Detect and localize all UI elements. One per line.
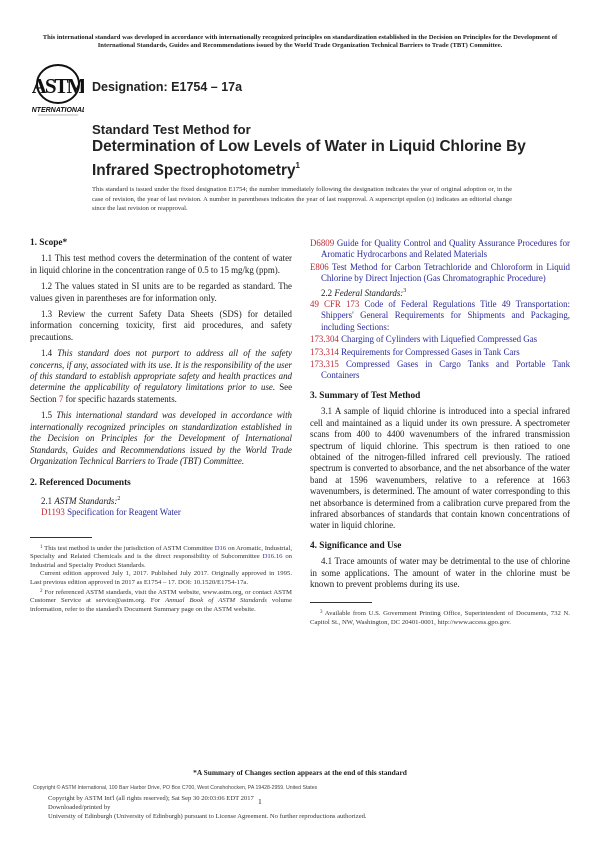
ref-code[interactable]: 173.314 [310, 346, 339, 357]
para-1-2: 1.2 The values stated in SI units are to be regarded as standard. The values given in parentheses are for information only. [30, 281, 292, 303]
section-1-heading: 1. Scope* [30, 238, 68, 248]
summary-of-changes-note: *A Summary of Changes section appears at the end of this standard [193, 768, 407, 777]
ref-code[interactable]: D6809 [310, 238, 335, 248]
ref-e806[interactable] [310, 262, 570, 285]
footnote-divider [310, 602, 372, 603]
committee-d16-link[interactable]: D16 [214, 544, 227, 552]
ref-title[interactable]: Guide for Quality Control and Quality Assurance Procedures for Aromatic Hydrocarbons and Related Materials [321, 238, 571, 260]
para-1-4: 1.4 This standard does not purport to address all of the safety concerns, if any, associated with its use. It is the responsibility of the user of this standard to establish appropriate safety and health practices and determine the applicability of regulatory limitations prior to use. See Section 7 for specific hazards statements. [30, 348, 293, 404]
ref-code[interactable]: D1193 [41, 507, 65, 518]
download-info: Copyright by ASTM Int'l (all rights reserved); Sat Sep 30 20:03:06 EDT 2017 Downloaded/printed by University of Edinburgh (University of Edinburgh) pursuant to License Agreement. No further reproductions authorized. [48, 795, 367, 820]
section-4-heading: 4. Significance and Use [310, 540, 402, 551]
footnote-2-mark[interactable]: 2 [117, 495, 121, 502]
ref-code[interactable]: 173.304 [310, 334, 339, 345]
footnote-3-mark[interactable]: 3 [403, 287, 407, 294]
document-title [92, 122, 532, 180]
para-2-2: 2.2 Federal Standards:$^3$ [321, 287, 407, 298]
ref-173-315[interactable] [310, 359, 570, 382]
issue-note: This standard is issued under the fixed designation E1754; the number immediately following the designation indicates the year of original adoption or, in the case of revision, the year of last revision. A number in parentheses indicates the year of last reapproval. A superscript epsilon (ε) indicates an editorial change since the last revision or reapproval. [92, 186, 512, 213]
right-column [310, 238, 570, 628]
subcommittee-d16-16-link[interactable]: D16.16 [262, 553, 283, 561]
para-1-3: 1.3 Review the current Safety Data Sheets (SDS) for detailed information concerning toxicity, first aid procedures, and safety precautions. [30, 309, 292, 342]
ref-code[interactable]: 49 CFR 173 [310, 299, 360, 310]
ref-code[interactable]: 173.315 [310, 359, 339, 370]
ref-title[interactable]: Charging of Cylinders with Liquefied Compressed Gas [341, 334, 538, 345]
footnote-divider [30, 537, 92, 538]
ref-title[interactable]: Code of Federal Regulations Title 49 Transportation: Shippers' General Requirements for Shipments and Packaging, including Sections: [321, 299, 570, 332]
footnote-1-edition: Current edition approved July 1, 2017. Published July 2017. Originally approved in 1995. Last previous edition approved in 2017 as E1754 – 17. DOI: 10.1520/E1754-17a. [30, 570, 292, 586]
para-3-1: 3.1 A sample of liquid chlorine is introduced into a special infrared cell and maintained as a liquid under its own pressure. A spectrometer scans from 400 to 4400 wavenumbers of the infrared transmission spectrum of liquid chlorine. This spectrum is then ratioed to one obtained of the nitrogen-filled infrared cell previously. The ratioed spectrum is converted to absorbance, and the net absorbance of the water band at 1596 wavenumbers, relative to a reference at 1663 wavenumbers, is determined. The amount of water corresponding to this net absorbance is determined from a calibration curve prepared from the infrared absorbances of standards that contain known concentrations of water in liquid chlorine. [310, 406, 570, 531]
ref-173-304[interactable] [310, 334, 570, 345]
svg-text:INTERNATIONAL: INTERNATIONAL [32, 107, 84, 114]
tbt-notice: This international standard was developed in accordance with internationally recognized principles on standardization established in the Decision on Principles for the Development of International Standards, Guides and Recommendations issued by the World Trade Organization Technical Barriers to Trade (TBT) Committee. [42, 34, 558, 50]
footnote-1: $^1$ This test method is under the jurisdiction of ASTM Committee D16 on Aromatic, Industrial, Specialty and Related Chemicals and is the direct responsibility of Subcommittee D16.16 on Industrial and Specialty Product Standards. [30, 544, 293, 569]
svg-text:ASTM: ASTM [32, 74, 84, 98]
para-4-1: 4.1 Trace amounts of water may be detrimental to the use of chlorine in some applications. The amount of water in the chlorine must be known to prevent problems during its use. [310, 556, 570, 589]
ref-49cfr173[interactable] [310, 299, 570, 333]
ref-title[interactable]: Test Method for Carbon Tetrachloride and Chloroform in Liquid Chlorine by Direct Injection (Gas Chromatographic Procedure) [321, 261, 570, 284]
title-footnote-mark[interactable]: 1 [295, 160, 300, 170]
ref-title[interactable]: Specification for Reagent Water [67, 507, 181, 518]
ref-title[interactable]: Requirements for Compressed Gases in Tank Cars [341, 346, 520, 357]
para-1-1: 1.1 This test method covers the determination of the content of water in liquid chlorine in the concentration range of 0.5 to 15 mg/kg (ppm). [30, 253, 292, 275]
copyright-line: Copyright © ASTM International, 100 Barr Harbor Drive, PO Box C700, West Conshohocken, PA 19428-2959. United States [33, 785, 318, 791]
title-main: Determination of Low Levels of Water in Liquid Chlorine By Infrared Spectrophotometry$^1$ [92, 138, 526, 179]
ref-d6809[interactable] [310, 238, 570, 261]
section-7-link[interactable]: 7 [58, 393, 64, 404]
ref-d1193[interactable] [30, 507, 292, 518]
astm-logo-icon [32, 62, 84, 118]
title-prefix: Standard Test Method for [92, 122, 251, 137]
page-number: 1 [258, 797, 262, 806]
section-2-heading: 2. Referenced Documents [30, 478, 131, 489]
footnote-2: $^2$ For referenced ASTM standards, visit the ASTM website, www.astm.org, or contact ASTM Customer Service at service@astm.org. For Annual Book of ASTM Standards volume information, refer to the standard's Document Summary page on the ASTM website. [30, 588, 293, 613]
ref-code[interactable]: E806 [310, 261, 329, 272]
para-1-5: 1.5 This international standard was developed in accordance with internationally recognized principles on standardization established in the Decision on Principles for the Development of International Standards, Guides and Recommendations issued by the World Trade Organization Technical Barriers to Trade (TBT) Committee. [30, 410, 292, 466]
ref-173-314[interactable] [310, 347, 570, 358]
left-column [30, 238, 292, 614]
section-3-heading: 3. Summary of Test Method [310, 390, 421, 401]
designation: Designation: E1754 – 17a [92, 80, 243, 94]
para-2-1: 2.1 ASTM Standards:$^2$ [41, 495, 121, 506]
ref-title[interactable]: Compressed Gases in Cargo Tanks and Portable Tank Containers [321, 359, 571, 381]
footnote-3: $^3$ Available from U.S. Government Printing Office, Superintendent of Documents, 732 N. Capitol St., NW, Washington, DC 20401-0001, http://www.access.gpo.gov. [310, 610, 570, 626]
